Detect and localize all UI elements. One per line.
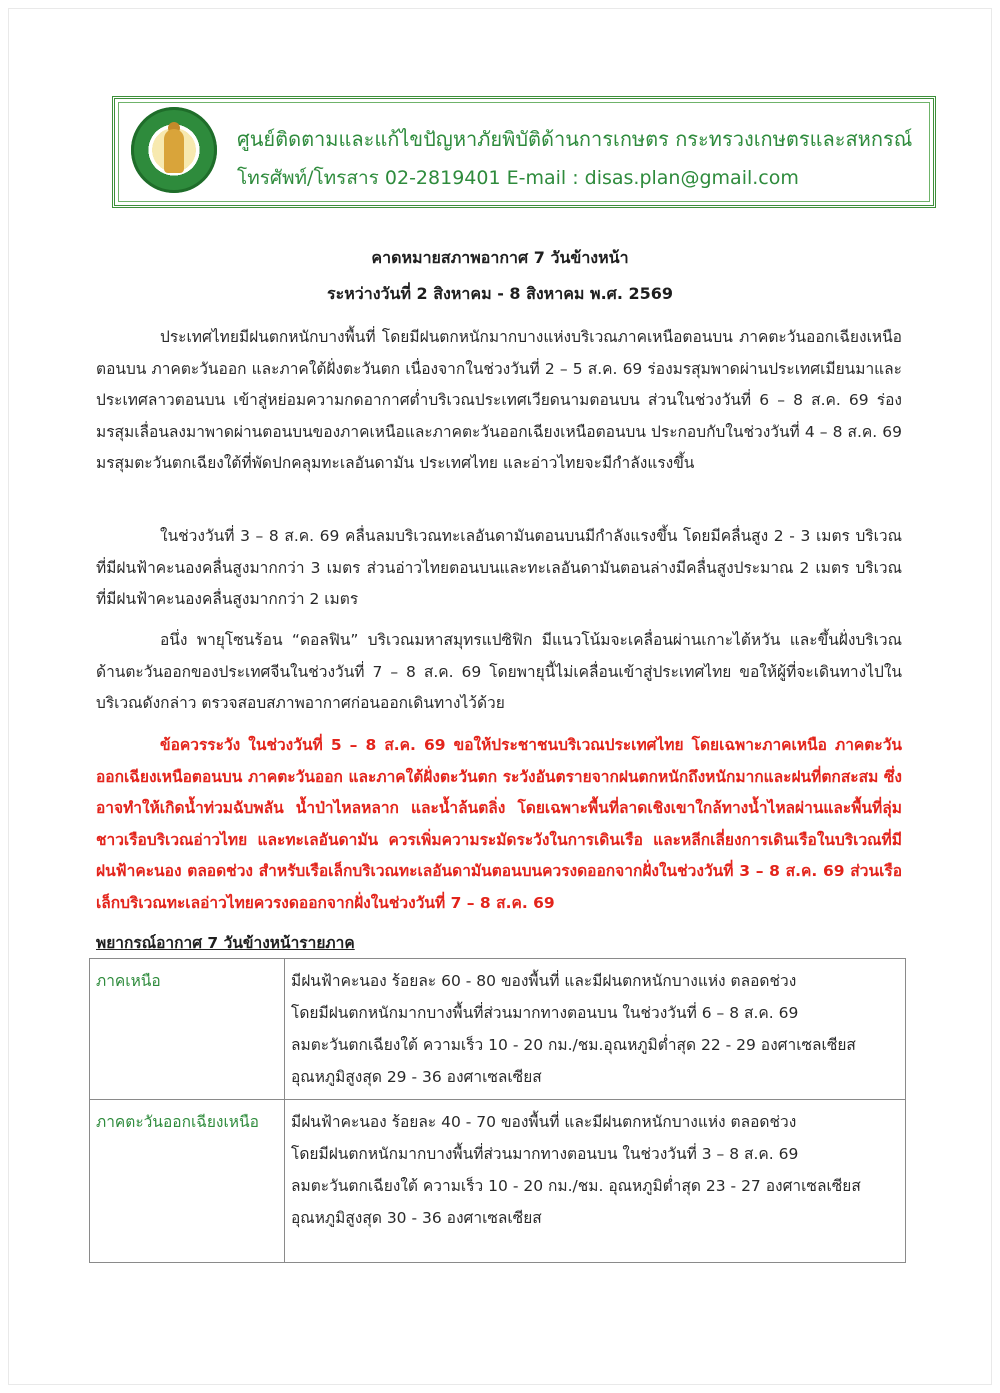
- paragraph-waves: ในช่วงวันที่ 3 – 8 ส.ค. 69 คลื่นลมบริเวณทะเลอันดามันตอนบนมีกำลังแรงขึ้น โดยมีคลื่นสูง 2 - 3 เมตร บริเวณที่มีฝนฟ้าคะนองคลื่นสูงมากกว่า 3 เมตร ส่วนอ่าวไทยตอนบนและทะเลอันดามันตอนล่างมีคลื่นสูงประมาณ 2 เมตร บริเวณที่มีฝนฟ้าคะนองคลื่นสูงมากกว่า 2 เมตร: [96, 527, 902, 608]
- detail-line: อุณหภูมิสูงสุด 29 - 36 องศาเซลเซียส: [291, 1068, 542, 1086]
- seal-figure-body: [164, 129, 184, 173]
- region-name: ภาคเหนือ: [90, 959, 285, 1100]
- warning-paragraph: ข้อควรระวัง ในช่วงวันที่ 5 – 8 ส.ค. 69 ขอให้ประชาชนบริเวณประเทศไทย โดยเฉพาะภาคเหนือ ภาคตะวันออกเฉียงเหนือตอนบน ภาคตะวันออก และภาคใต้ฝั่งตะวันตก ระวังอันตรายจากฝนตกหนักถึงหนักมากและฝนที่ตกสะสม ซึ่งอาจทำให้เกิดน้ำท่วมฉับพลัน น้ำป่าไหลหลาก และน้ำล้นตลิ่ง โดยเฉพาะพื้นที่ลาดเชิงเขาใกล้ทางน้ำไหลผ่านและพื้นที่ลุ่ม ชาวเรือบริเวณอ่าวไทย และทะเลอันดามัน ควรเพิ่มความระมัดระวังในการเดินเรือ และหลีกเลี่ยงการเดินเรือในบริเวณที่มีฝนฟ้าคะนอง ตลอดช่วง สำหรับเรือเล็กบริเวณทะเลอันดามันตอนบนควรงดออกจากฝั่งในช่วงวันที่ 3 – 8 ส.ค. 69 ส่วนเรือเล็กบริเวณทะเลอ่าวไทยควรงดออกจากฝั่งในช่วงวันที่ 7 – 8 ส.ค. 69: [96, 736, 902, 912]
- paragraph-storm: อนึ่ง พายุโซนร้อน “ดอลฟิน” บริเวณมหาสมุทรแปซิฟิก มีแนวโน้มจะเคลื่อนผ่านเกาะไต้หวัน และขึ้นฝั่งบริเวณด้านตะวันออกของประเทศจีนในช่วงวันที่ 7 – 8 ส.ค. 69 โดยพายุนี้ไม่เคลื่อนเข้าสู่ประเทศไทย ขอให้ผู้ที่จะเดินทางไปในบริเวณดังกล่าว ตรวจสอบสภาพอากาศก่อนออกเดินทางไว้ด้วย: [96, 631, 902, 712]
- region-detail: [285, 959, 906, 1100]
- seal-figure-head: [168, 122, 180, 134]
- table-row: [90, 1100, 906, 1263]
- detail-line: มีฝนฟ้าคะนอง ร้อยละ 40 - 70 ของพื้นที่ และมีฝนตกหนักบางแห่ง ตลอดช่วง: [291, 1113, 797, 1131]
- region-detail: [285, 1100, 906, 1263]
- detail-line: อุณหภูมิสูงสุด 30 - 36 องศาเซลเซียส: [291, 1209, 542, 1227]
- detail-line: ลมตะวันตกเฉียงใต้ ความเร็ว 10 - 20 กม./ชม. อุณหภูมิต่ำสุด 23 - 27 องศาเซลเซียส: [291, 1177, 861, 1195]
- letterhead: [112, 96, 936, 208]
- table-row: [90, 959, 906, 1100]
- ministry-of-agriculture-seal-icon: [131, 107, 217, 193]
- region-name: ภาคตะวันออกเฉียงเหนือ: [90, 1100, 285, 1263]
- detail-line: โดยมีฝนตกหนักมากบางพื้นที่ส่วนมากทางตอนบน ในช่วงวันที่ 6 – 8 ส.ค. 69: [291, 1004, 799, 1022]
- document-subtitle: ระหว่างวันที่ 2 สิงหาคม - 8 สิงหาคม พ.ศ. 2569: [327, 284, 673, 303]
- detail-line: ลมตะวันตกเฉียงใต้ ความเร็ว 10 - 20 กม./ชม.อุณหภูมิต่ำสุด 22 - 29 องศาเซลเซียส: [291, 1036, 856, 1054]
- contact-info: โทรศัพท์/โทรสาร 02-2819401 E-mail : disas.plan@gmail.com: [237, 167, 799, 189]
- document-title: คาดหมายสภาพอากาศ 7 วันข้างหน้า: [371, 248, 629, 267]
- regional-forecast-table: [89, 958, 906, 1263]
- detail-line: มีฝนฟ้าคะนอง ร้อยละ 60 - 80 ของพื้นที่ และมีฝนตกหนักบางแห่ง ตลอดช่วง: [291, 972, 797, 990]
- paragraph-rainfall: ประเทศไทยมีฝนตกหนักบางพื้นที่ โดยมีฝนตกหนักมากบางแห่งบริเวณภาคเหนือตอนบน ภาคตะวันออกเฉียงเหนือตอนบน ภาคตะวันออก และภาคใต้ฝั่งตะวันตก เนื่องจากในช่วงวันที่ 2 – 5 ส.ค. 69 ร่องมรสุมพาดผ่านประเทศเมียนมาและประเทศลาวตอนบน เข้าสู่หย่อมความกดอากาศต่ำบริเวณประเทศเวียดนามตอนบน ส่วนในช่วงวันที่ 6 – 8 ส.ค. 69 ร่องมรสุมเลื่อนลงมาพาดผ่านตอนบนของภาคเหนือและภาคตะวันออกเฉียงเหนือตอนบน ประกอบกับในช่วงวันที่ 4 – 8 ส.ค. 69 มรสุมตะวันตกเฉียงใต้ที่พัดปกคลุมทะเลอันดามัน ประเทศไทย และอ่าวไทยจะมีกำลังแรงขึ้น: [96, 328, 902, 472]
- forecast-section-title: พยากรณ์อากาศ 7 วันข้างหน้ารายภาค: [96, 934, 355, 952]
- detail-line: โดยมีฝนตกหนักมากบางพื้นที่ส่วนมากทางตอนบน ในช่วงวันที่ 3 – 8 ส.ค. 69: [291, 1145, 799, 1163]
- organization-name: ศูนย์ติดตามและแก้ไขปัญหาภัยพิบัติด้านการเกษตร กระทรวงเกษตรและสหกรณ์: [237, 127, 913, 151]
